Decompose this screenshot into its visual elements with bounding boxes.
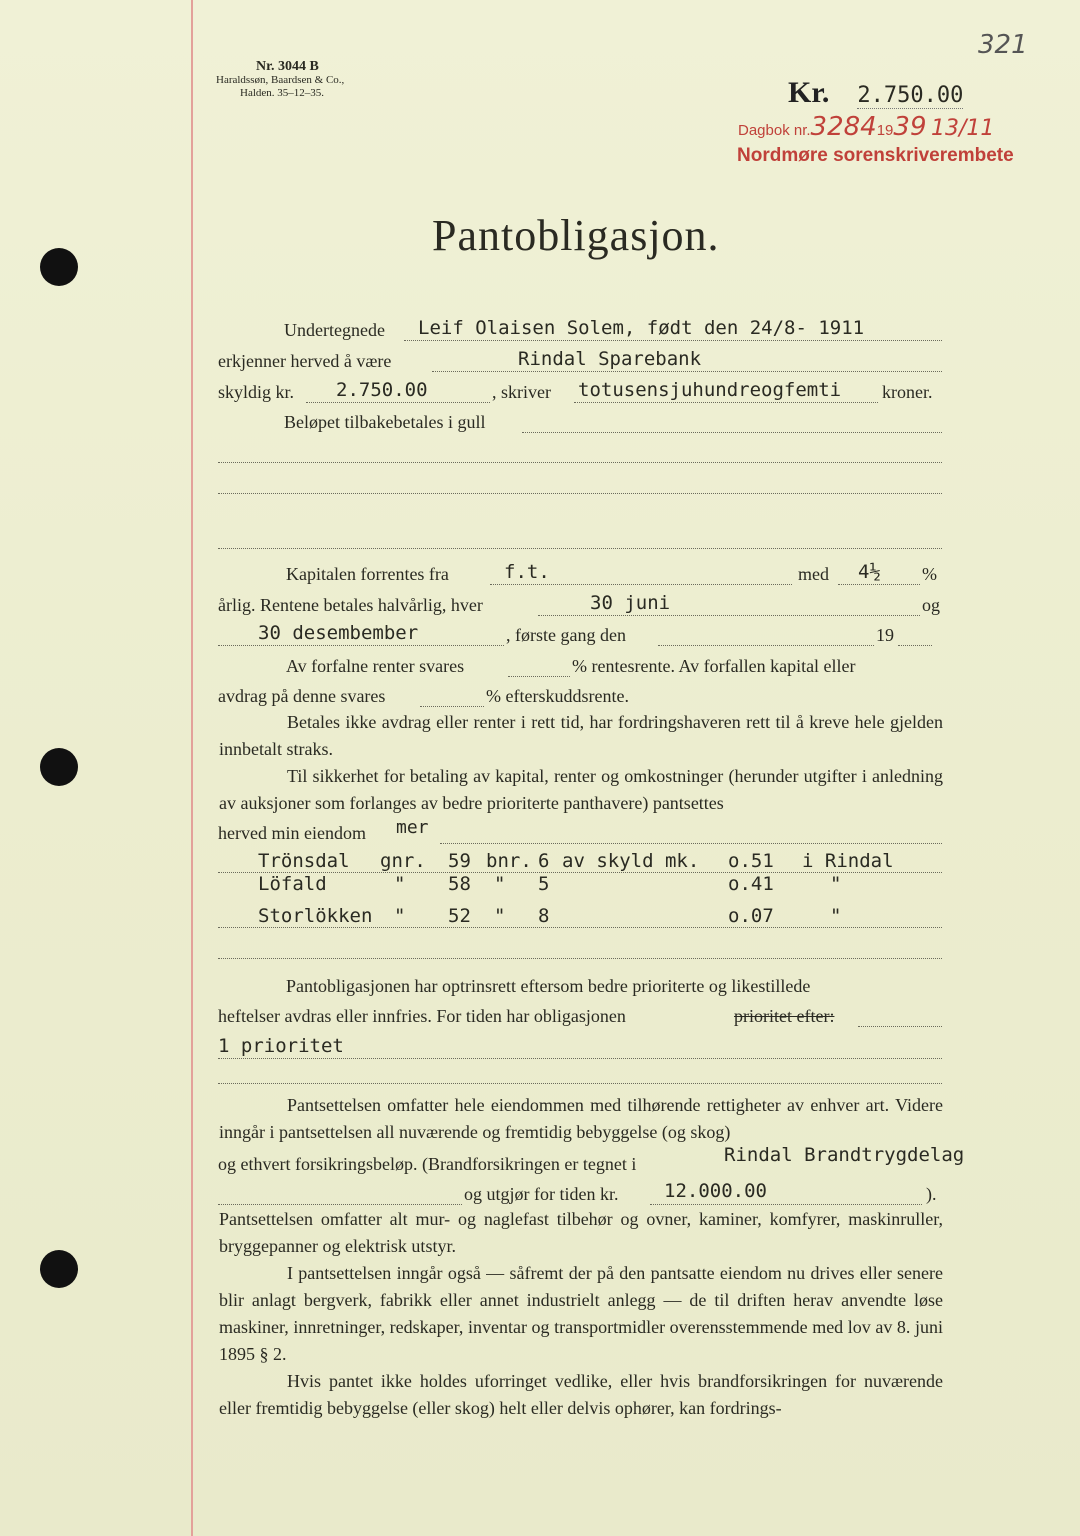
line-gull <box>218 404 942 436</box>
percent-sign: % <box>922 564 937 584</box>
gull-label: Beløpet tilbakebetales i gull <box>284 412 486 432</box>
insured-amount: 12.000.00 <box>664 1180 767 1202</box>
office-name: Nordmøre sorenskriverembete <box>737 145 1014 166</box>
kroner-label: kroner. <box>882 382 933 402</box>
property-name: Trönsdal <box>258 850 350 872</box>
line-forfalne <box>218 648 942 680</box>
printer-place: Halden. 35–12–35. <box>240 87 325 99</box>
property-row <box>218 898 942 930</box>
line-forsikring <box>218 1144 965 1178</box>
bnr-value: 5 <box>538 873 550 895</box>
amount-label: Kr. <box>788 76 830 109</box>
struck-text: prioritet efter: <box>734 1006 835 1026</box>
printer-imprint <box>216 60 344 100</box>
margin-rule <box>191 0 193 1536</box>
priority-value: 1 prioritet <box>218 1035 344 1057</box>
bnr-value: 8 <box>538 905 550 927</box>
med-label: med <box>798 564 829 584</box>
punch-hole <box>40 748 78 786</box>
line-renter <box>218 587 942 619</box>
forste-label: , første gang den <box>506 625 626 645</box>
property-place: " <box>830 905 842 927</box>
bnr-label: " <box>494 873 506 895</box>
line-utgjor <box>218 1176 942 1208</box>
skyld-value: o.41 <box>728 873 774 895</box>
date-value: 13/11 <box>930 116 995 141</box>
skyldig-amount: 2.750.00 <box>336 379 428 401</box>
dagbok-label: Dagbok nr. <box>738 122 811 139</box>
para-bergverk: I pantsettelsen inngår også — såfremt der på den pantsatte eiendom nu drives eller senere blir anlagt bergverk, fabrikk eller annet industrielt anlegg — de til driften herav anvendte løse maskiner, innretninger, redskaper, inventar og transportmidler overensstemmende med lov av 8. juni 1895 § 2. <box>219 1263 943 1364</box>
avdrag-label: avdrag på denne svares <box>218 686 386 706</box>
dagbok-number: 3284 <box>810 112 877 142</box>
bnr-label: " <box>494 905 506 927</box>
para-hvis: Hvis pantet ikke holdes uforringet vedlike, eller hvis brandforsikringen for nuværende eller fremtidig bebyggelse (eller skog) helt eller delvis ophører, kan fordrings- <box>219 1371 943 1418</box>
skyld-value: o.51 <box>728 850 774 872</box>
undertegnede-label: Undertegnede <box>284 320 385 340</box>
amount-in-words: totusensjuhundreogfemti <box>578 379 842 401</box>
kapital-from: f.t. <box>504 561 550 583</box>
eiendom-label: herved min eiendom <box>218 823 366 843</box>
blank-line <box>218 520 942 552</box>
skyld-value: o.07 <box>728 905 774 927</box>
kapital-label: Kapitalen forrentes fra <box>286 564 449 584</box>
renter-label: årlig. Rentene betales halvårlig, hver <box>218 595 483 615</box>
document-title: Pantobligasjon. <box>432 211 720 260</box>
line-kapital <box>218 556 942 588</box>
forsikring-label: og ethvert forsikringsbeløp. (Brandforsikringen er tegnet i <box>218 1154 637 1174</box>
utgjor-label: og utgjør for tiden kr. <box>464 1184 619 1204</box>
og-label: og <box>922 595 940 615</box>
gnr-value: 59 <box>448 850 471 872</box>
year-value: 39 <box>893 112 927 142</box>
para-betales: Betales ikke avdrag eller renter i rett tid, har fordringshaveren rett til å kreve hele gjelden innbetalt straks. <box>219 712 943 759</box>
property-row <box>218 866 942 898</box>
optrinsrett-text: Pantobligasjonen har optrinsrett eftersom bedre prioriterte og likestillede <box>286 976 811 996</box>
avdrag-text: % efterskuddsrente. <box>486 686 629 706</box>
heftelser-text: heftelser avdras eller innfries. For tiden har obligasjonen <box>218 1006 626 1026</box>
erkjenner-label: erkjenner herved å være <box>218 351 392 371</box>
property-place: i Rindal <box>802 850 894 872</box>
property-place: " <box>830 873 842 895</box>
printer-name: Haraldssøn, Baardsen & Co., <box>216 74 345 86</box>
property-name: Storlökken <box>258 905 373 927</box>
gnr-value: 52 <box>448 905 471 927</box>
blank-line <box>218 434 942 466</box>
year-label: 19 <box>876 122 894 139</box>
gnr-label: gnr. <box>380 850 426 872</box>
para-mur: Pantsettelsen omfatter alt mur- og naglefast tilbehør og ovner, kaminer, komfyrer, maskinruller, bryggepanner og elektrisk utstyr. <box>219 1209 943 1256</box>
gnr-label: " <box>394 873 406 895</box>
gnr-label: " <box>394 905 406 927</box>
punch-hole <box>40 248 78 286</box>
blank-line <box>218 930 942 962</box>
bnr-value: 6 <box>538 850 550 872</box>
insurer-name: Rindal Brandtrygdelag <box>724 1144 965 1166</box>
utgjor-close: ). <box>926 1184 937 1204</box>
amount-header <box>788 76 963 110</box>
punch-hole <box>40 1250 78 1288</box>
office-stamp <box>737 145 1014 167</box>
form-number: Nr. 3044 B <box>256 59 319 74</box>
line-undertegnede <box>218 312 942 344</box>
line-optrinsrett <box>218 968 942 1000</box>
property-name: Löfald <box>258 873 327 895</box>
skriver-label: , skriver <box>492 382 551 402</box>
para-sikkerhet: Til sikkerhet for betaling av kapital, renter og omkostninger (herunder utgifter i anledning av auksjoner som forlanges av bedre prioriterte panthavere) pantsettes <box>219 766 943 813</box>
line-skyldig <box>218 374 942 406</box>
para-pantsettelsen: Pantsettelsen omfatter hele eiendommen med tilhørende rettigheter av enhver art. Videre inngår i pantsettelsen all nuværende og fremtidig bebyggelse (og skog) <box>219 1095 943 1142</box>
line-forste <box>218 617 942 649</box>
line-erkjenner <box>218 343 942 375</box>
second-date: 30 desembember <box>258 622 419 644</box>
interest-rate: 4½ <box>858 561 881 583</box>
skyld-label: av skyld mk. <box>562 850 700 872</box>
registration-stamp <box>738 112 994 142</box>
amount-value: 2.750.00 <box>857 83 964 108</box>
page-number: 321 <box>978 30 1028 60</box>
line-avdrag <box>218 678 942 710</box>
gnr-value: 58 <box>448 873 471 895</box>
creditor-name: Rindal Sparebank <box>518 348 702 370</box>
eiendom-suffix: mer <box>396 817 429 838</box>
undertegnede-value: Leif Olaisen Solem, født den 24/8- 1911 <box>418 317 865 339</box>
bnr-label: bnr. <box>486 850 532 872</box>
forfalne-label: Av forfalne renter svares <box>286 656 465 676</box>
skyldig-label: skyldig kr. <box>218 382 295 402</box>
renter-date: 30 juni <box>590 592 671 614</box>
blank-line <box>218 465 942 497</box>
line-heftelser <box>218 998 942 1030</box>
forfalne-text: % rentesrente. Av forfallen kapital eller <box>572 656 856 676</box>
blank-line <box>218 1055 942 1087</box>
forste-year-label: 19 <box>876 625 894 645</box>
